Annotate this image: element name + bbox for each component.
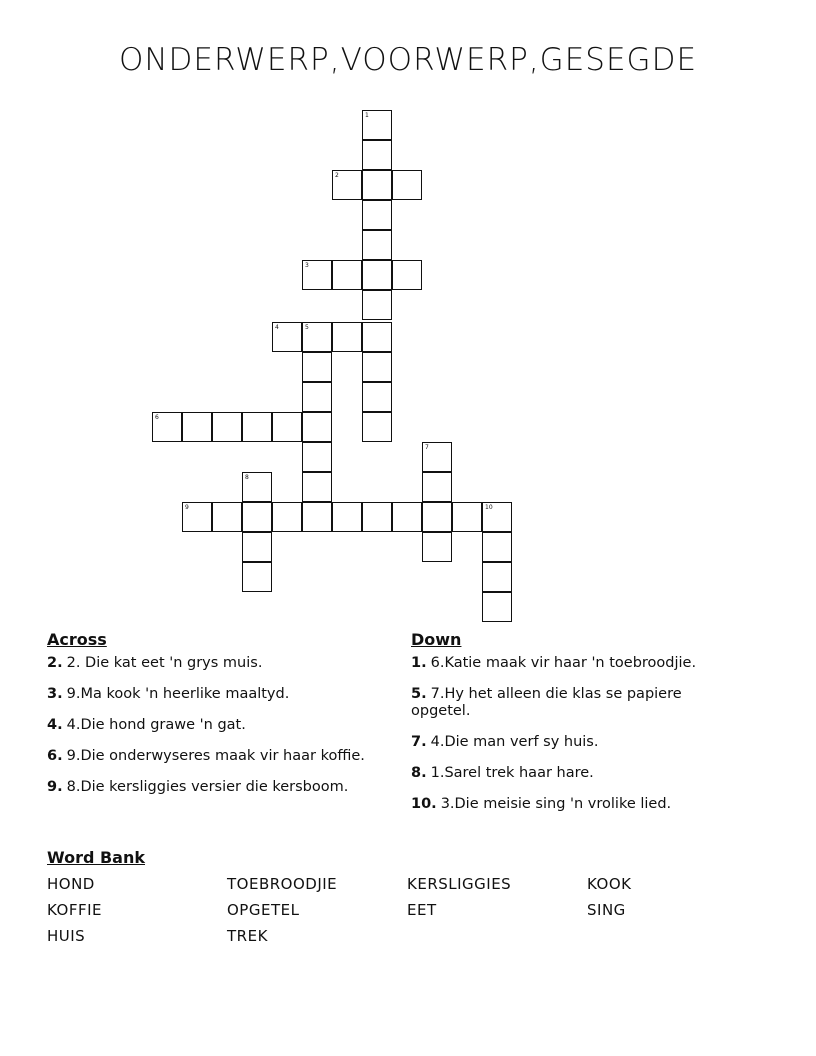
across-heading: Across: [47, 630, 107, 649]
crossword-cell[interactable]: [242, 532, 272, 562]
cell-number: 4: [275, 324, 279, 331]
crossword-cell[interactable]: [302, 472, 332, 502]
crossword-cell[interactable]: [392, 170, 422, 200]
cell-number: 2: [335, 172, 339, 179]
crossword-cell[interactable]: [182, 412, 212, 442]
crossword-cell[interactable]: [212, 412, 242, 442]
crossword-cell[interactable]: [362, 502, 392, 532]
clue-down-1: 1. 6.Katie maak vir haar 'n toebroodjie.: [411, 655, 697, 671]
clue-across-2: 2. 2. Die kat eet 'n grys muis.: [47, 655, 263, 671]
crossword-cell[interactable]: [362, 290, 392, 320]
crossword-cell[interactable]: [302, 412, 332, 442]
crossword-cell[interactable]: [302, 442, 332, 472]
crossword-cell[interactable]: [392, 260, 422, 290]
crossword-cell[interactable]: [332, 322, 362, 352]
word-bank-heading: Word Bank: [47, 848, 146, 867]
crossword-cell[interactable]: [392, 502, 422, 532]
crossword-cell[interactable]: [362, 170, 392, 200]
crossword-cell[interactable]: [422, 502, 452, 532]
cell-number: 9: [185, 504, 189, 511]
crossword-cell[interactable]: [362, 260, 392, 290]
crossword-cell[interactable]: [362, 352, 392, 382]
crossword-cell[interactable]: [212, 502, 242, 532]
crossword-cell[interactable]: [362, 200, 392, 230]
crossword-cell[interactable]: [242, 502, 272, 532]
crossword-cell[interactable]: [422, 532, 452, 562]
crossword-cell[interactable]: [452, 502, 482, 532]
word-bank-item: OPGETEL: [227, 901, 300, 919]
crossword-cell[interactable]: [362, 230, 392, 260]
word-bank-item: KERSLIGGIES: [407, 875, 512, 893]
crossword-cell[interactable]: [362, 322, 392, 352]
clue-down-5: 5. 7.Hy het alleen die klas se papiere opgetel.: [411, 686, 682, 719]
clue-across-4: 4. 4.Die hond grawe 'n gat.: [47, 717, 246, 733]
clue-down-10: 10. 3.Die meisie sing 'n vrolike lied.: [411, 796, 672, 812]
cell-number: 6: [155, 414, 159, 421]
crossword-cell[interactable]: [242, 562, 272, 592]
clue-down-7: 7. 4.Die man verf sy huis.: [411, 734, 599, 750]
crossword-cell[interactable]: [302, 502, 332, 532]
clue-across-6: 6. 9.Die onderwyseres maak vir haar koffie.: [47, 748, 365, 764]
word-bank: [47, 848, 767, 945]
across-clues: [47, 630, 377, 810]
crossword-cell[interactable]: [272, 412, 302, 442]
crossword-cell[interactable]: [332, 502, 362, 532]
crossword-cell[interactable]: [422, 472, 452, 502]
crossword-cell[interactable]: [302, 352, 332, 382]
word-bank-item: TOEBROODJIE: [227, 875, 338, 893]
cell-number: 3: [305, 262, 309, 269]
clue-across-9: 9. 8.Die kersliggies versier die kersboom.: [47, 779, 349, 795]
word-bank-item: EET: [407, 901, 437, 919]
crossword-cell[interactable]: [302, 382, 332, 412]
clue-across-3: 3. 9.Ma kook 'n heerlike maaltyd.: [47, 686, 290, 702]
word-bank-item: KOOK: [587, 875, 632, 893]
cell-number: 8: [245, 474, 249, 481]
cell-number: 5: [305, 324, 309, 331]
crossword-cell[interactable]: [242, 412, 272, 442]
crossword-cell[interactable]: [272, 502, 302, 532]
crossword-cell[interactable]: [332, 260, 362, 290]
crossword-cell[interactable]: [362, 140, 392, 170]
word-bank-item: TREK: [227, 927, 268, 945]
word-bank-item: SING: [587, 901, 626, 919]
crossword-cell[interactable]: [362, 412, 392, 442]
cell-number: 7: [425, 444, 429, 451]
crossword-cell[interactable]: [482, 532, 512, 562]
crossword-cell[interactable]: [482, 562, 512, 592]
clue-down-8: 8. 1.Sarel trek haar hare.: [411, 765, 594, 781]
word-bank-item: HOND: [47, 875, 95, 893]
down-heading: Down: [411, 630, 462, 649]
down-clues: [411, 630, 741, 827]
crossword-cell[interactable]: [482, 592, 512, 622]
word-bank-item: KOFFIE: [47, 901, 102, 919]
crossword-cell[interactable]: [362, 382, 392, 412]
word-bank-item: HUIS: [47, 927, 86, 945]
cell-number: 10: [485, 504, 493, 511]
cell-number: 1: [365, 112, 369, 119]
page-title: ONDERWERP,VOORWERP,GESEGDE: [118, 42, 698, 78]
